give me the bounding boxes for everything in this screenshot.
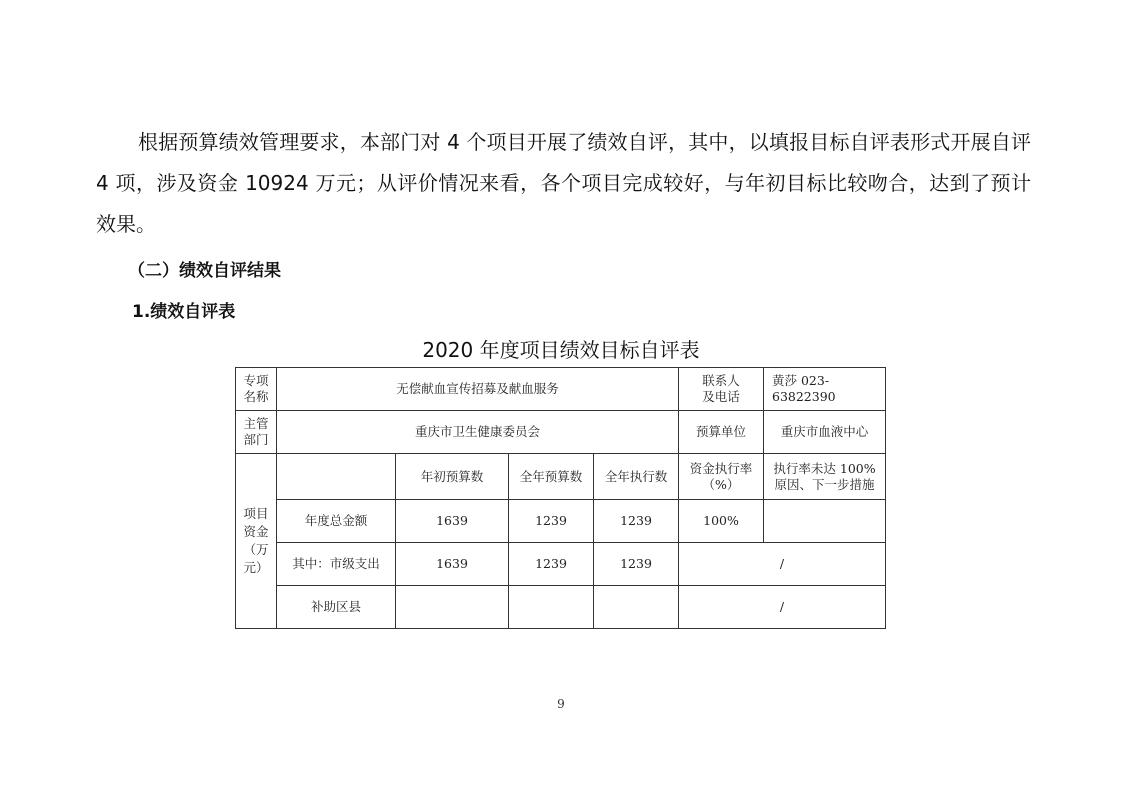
row-label: 年度总金额 <box>277 500 396 543</box>
intro-paragraph: 根据预算绩效管理要求，本部门对 4 个项目开展了绩效自评，其中，以填报目标自评表形式开展自评 4 项，涉及资金 10924 万元；从评价情况来看，各个项目完成较好，与年初目标比较吻合，达到了预计效果。 <box>96 130 1031 236</box>
full-year-budget-cell: 1239 <box>509 500 594 543</box>
row-label: 其中：市级支出 <box>277 543 396 586</box>
contact-value: 黄莎 023-63822390 <box>764 368 886 411</box>
full-year-budget-header: 全年预算数 <box>509 454 594 500</box>
table-row <box>236 500 886 543</box>
project-name-value: 无偿献血宣传招募及献血服务 <box>277 368 679 411</box>
execution-rate-cell: 100% <box>679 500 764 543</box>
initial-budget-cell: 1639 <box>396 543 509 586</box>
full-year-execution-cell: 1239 <box>594 500 679 543</box>
section-heading: （二）绩效自评结果 <box>128 261 281 281</box>
table-row <box>236 411 886 454</box>
table-row <box>236 543 886 586</box>
row-label: 补助区县 <box>277 586 396 629</box>
budget-unit-value: 重庆市血液中心 <box>764 411 886 454</box>
full-year-execution-header: 全年执行数 <box>594 454 679 500</box>
empty-header-cell <box>277 454 396 500</box>
initial-budget-header: 年初预算数 <box>396 454 509 500</box>
table-row <box>236 368 886 411</box>
table-title: 2020 年度项目绩效目标自评表 <box>422 338 700 362</box>
full-year-budget-cell <box>509 586 594 629</box>
initial-budget-cell: 1639 <box>396 500 509 543</box>
subsection-heading: 1.绩效自评表 <box>132 302 236 322</box>
execution-rate-header: 资金执行率 （%） <box>679 454 764 500</box>
table-row <box>236 586 886 629</box>
table-header-row <box>236 454 886 500</box>
reason-header: 执行率未达 100% 原因、下一步措施 <box>764 454 886 500</box>
budget-unit-label: 预算单位 <box>679 411 764 454</box>
department-value: 重庆市卫生健康委员会 <box>277 411 679 454</box>
merged-rate-reason-cell: / <box>679 543 886 586</box>
full-year-execution-cell: 1239 <box>594 543 679 586</box>
project-funds-label: 项目 资金 （万 元） <box>236 454 277 629</box>
contact-label: 联系人 及电话 <box>679 368 764 411</box>
initial-budget-cell <box>396 586 509 629</box>
project-name-label: 专项 名称 <box>236 368 277 411</box>
page-number: 9 <box>557 697 565 711</box>
department-label: 主管 部门 <box>236 411 277 454</box>
full-year-execution-cell <box>594 586 679 629</box>
full-year-budget-cell: 1239 <box>509 543 594 586</box>
reason-cell <box>764 500 886 543</box>
merged-rate-reason-cell: / <box>679 586 886 629</box>
self-evaluation-table <box>235 367 886 629</box>
